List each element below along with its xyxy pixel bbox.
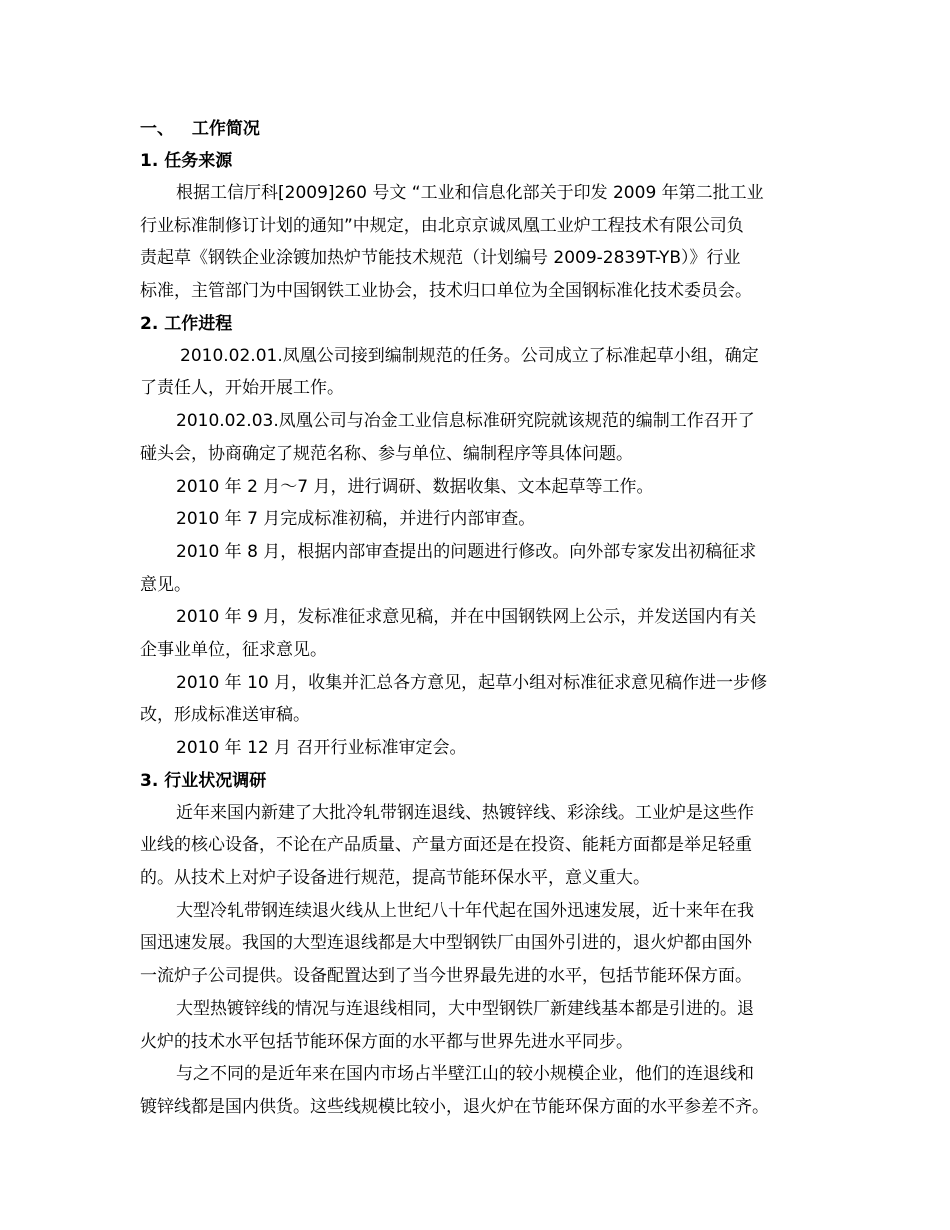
text-line: 2010 年 2 月～7 月，进行调研、数据收集、文本起草等工作。 [176,476,654,497]
text-line: 大型冷轧带钢连续退火线从上世纪八十年代起在国外迅速发展，近十来年在我 [176,900,754,921]
document-body [140,113,820,1124]
section-number: 一、 [140,119,174,139]
text-line: 碰头会，协商确定了规范名称、参与单位、编制程序等具体问题。 [140,443,633,464]
subsection-title-industry-survey: 3. 行业状况调研 [140,770,267,791]
text-line: 近年来国内新建了大批冷轧带钢连退线、热镀锌线、彩涂线。工业炉是这些作 [176,802,754,823]
paragraph [140,895,820,993]
text-line: 意见。 [140,574,191,595]
paragraph [140,503,820,536]
paragraph [140,405,820,470]
text-line: 的。从技术上对炉子设备进行规范，提高节能环保水平，意义重大。 [140,868,650,889]
paragraph [140,601,820,666]
text-line: 火炉的技术水平包括节能环保方面的水平都与世界先进水平同步。 [140,1031,633,1052]
paragraph [140,340,820,405]
text-line: 一流炉子公司提供。设备配置达到了当今世界最先进的水平，包括节能环保方面。 [140,966,752,987]
paragraph [140,177,820,308]
paragraph [140,667,820,732]
paragraph [140,536,820,601]
text-line: 2010.02.03.凤凰公司与冶金工业信息标准研究院就该规范的编制工作召开了 [176,411,755,432]
text-line: 责起草《钢铁企业涂镀加热炉节能技术规范（计划编号 2009-2839T-YB）》行业 [140,248,741,269]
text-line: 2010 年 9 月，发标准征求意见稿，并在中国钢铁网上公示，并发送国内有关 [176,607,757,628]
subsection-title-task-source: 1. 任务来源 [140,151,233,171]
text-line: 2010 年 10 月，收集并汇总各方意见，起草小组对标准征求意见稿作进一步修 [176,672,768,693]
section-heading [140,113,820,145]
text-line: 改，形成标准送审稿。 [140,705,310,726]
paragraph [140,797,820,895]
paragraph [140,993,820,1058]
paragraph [140,471,820,504]
text-line: 2010 年 12 月 召开行业标准审定会。 [176,738,467,758]
text-line: 行业标准制修订计划的通知”中规定，由北京京诚凤凰工业炉工程技术有限公司负 [140,215,744,236]
text-line: 2010 年 8 月，根据内部审查提出的问题进行修改。向外部专家发出初稿征求 [176,541,757,562]
text-line: 了责任人，开始开展工作。 [140,378,344,399]
paragraph [140,1058,820,1123]
text-line: 业线的核心设备，不论在产品质量、产量方面还是在投资、能耗方面都是举足轻重 [140,835,752,856]
text-line: 2010.02.01.凤凰公司接到编制规范的任务。公司成立了标准起草小组，确定 [180,345,759,366]
text-line: 企事业单位，征求意见。 [140,639,327,660]
text-line: 国迅速发展。我国的大型连退线都是大中型钢铁厂由国外引进的，退火炉都由国外 [140,933,752,954]
text-line: 与之不同的是近年来在国内市场占半壁江山的较小规模企业，他们的连退线和 [176,1064,754,1085]
text-line: 根据工信厅科[2009]260 号文 “工业和信息化部关于印发 2009 年第二批工业 [176,183,764,203]
text-line: 标准，主管部门为中国钢铁工业协会，技术归口单位为全国钢标准化技术委员会。 [140,281,752,302]
paragraph [140,732,820,765]
text-line: 镀锌线都是国内供货。这些线规模比较小，退火炉在节能环保方面的水平参差不齐。 [140,1096,769,1117]
subsection-title-work-progress: 2. 工作进程 [140,313,233,334]
text-line: 2010 年 7 月完成标准初稿，并进行内部审查。 [176,509,536,530]
text-line: 大型热镀锌线的情况与连退线相同，大中型钢铁厂新建线基本都是引进的。退 [176,998,754,1019]
section-title: 工作简况 [191,119,260,139]
